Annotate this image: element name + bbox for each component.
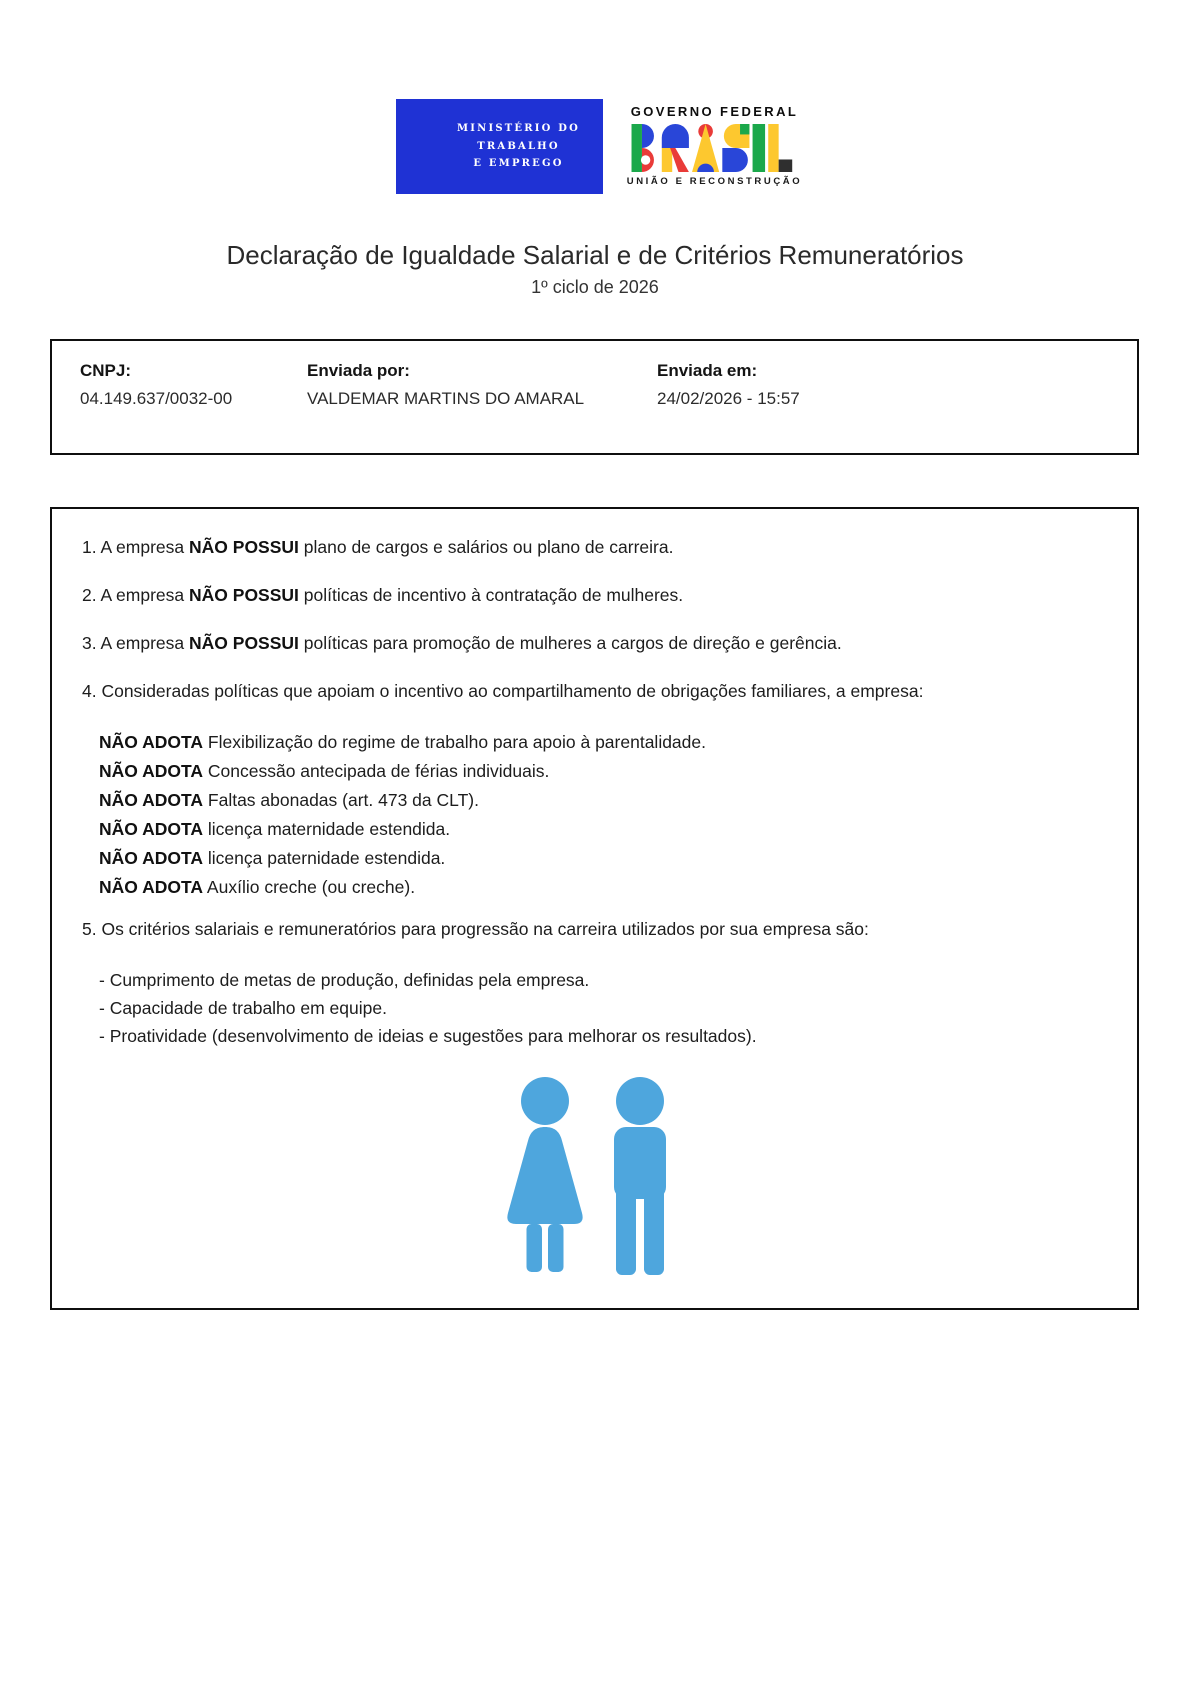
item-emphasis: NÃO POSSUI — [189, 633, 299, 653]
item-text: políticas de incentivo à contratação de mulheres. — [298, 585, 684, 605]
item-text: 1. A empresa — [82, 537, 190, 557]
policy-row — [99, 728, 1107, 757]
policy-text: licença maternidade estendida. — [203, 819, 451, 839]
family-policies-list — [99, 728, 1107, 902]
policy-row — [99, 757, 1107, 786]
sent-by-label: Enviada por: — [307, 361, 410, 380]
item-text: 5. Os critérios salariais e remuneratórios para progressão na carreira utilizados por sua empresa são: — [82, 919, 869, 939]
ministry-of-labor-logo — [396, 99, 603, 194]
salary-criteria-list — [99, 966, 1107, 1050]
declaration-item-4 — [82, 680, 1107, 702]
policy-status: NÃO ADOTA — [99, 877, 204, 897]
policy-status: NÃO ADOTA — [99, 732, 204, 752]
declaration-item-2 — [82, 584, 1107, 606]
policy-row — [99, 815, 1107, 844]
declaration-item-1 — [82, 536, 1107, 558]
cnpj-value: 04.149.637/0032-00 — [80, 389, 233, 408]
sent-at-field — [657, 361, 800, 409]
policy-status: NÃO ADOTA — [99, 761, 204, 781]
governo-federal-logo — [622, 104, 807, 187]
page-subtitle: 1º ciclo de 2026 — [531, 277, 659, 297]
letter-s — [722, 124, 749, 172]
item-text: 4. Consideradas políticas que apoiam o incentivo ao compartilhamento de obrigações familiares, a empresa: — [82, 681, 924, 701]
declaration-item-5 — [82, 918, 1107, 940]
brasil-wordmark-icon — [631, 124, 799, 172]
criterion-row: - Capacidade de trabalho em equipe. — [99, 998, 387, 1018]
ministry-logo-line: E EMPREGO — [473, 158, 564, 170]
letter-l — [768, 124, 792, 172]
item-emphasis: NÃO POSSUI — [189, 585, 299, 605]
sent-by-value: VALDEMAR MARTINS DO AMARAL — [307, 389, 585, 408]
sent-at-label: Enviada em: — [657, 361, 758, 380]
sent-by-field — [307, 361, 584, 409]
policy-status: NÃO ADOTA — [99, 790, 204, 810]
uniao-e-reconstrucao-label: UNIÃO E RECONSTRUÇÃO — [626, 176, 803, 187]
cnpj-label: CNPJ: — [80, 361, 132, 380]
man-figure — [614, 1077, 666, 1275]
ministry-logo-line: MINISTÉRIO DO — [456, 123, 580, 135]
policy-text: Auxílio creche (ou creche). — [203, 877, 416, 897]
sent-at-value: 24/02/2026 - 15:57 — [657, 389, 800, 408]
policy-row — [99, 873, 1107, 902]
policy-row — [99, 844, 1107, 873]
item-text: 2. A empresa — [82, 585, 190, 605]
policy-text: Concessão antecipada de férias individuais. — [203, 761, 550, 781]
letter-a — [692, 124, 719, 172]
item-text: plano de cargos e salários ou plano de carreira. — [298, 537, 674, 557]
declaration-item-3 — [82, 632, 1107, 654]
submission-info-box — [50, 339, 1139, 455]
two-people-icon — [495, 1075, 695, 1277]
item-text: políticas para promoção de mulheres a cargos de direção e gerência. — [298, 633, 842, 653]
policy-text: licença paternidade estendida. — [203, 848, 446, 868]
policy-text: Flexibilização do regime de trabalho para apoio à parentalidade. — [203, 732, 706, 752]
governo-federal-label: GOVERNO FEDERAL — [630, 104, 799, 119]
item-text: 3. A empresa — [82, 633, 190, 653]
criterion-row: - Proatividade (desenvolvimento de ideias e sugestões para melhorar os resultados). — [99, 1026, 757, 1046]
page-title: Declaração de Igualdade Salarial e de Critérios Remuneratórios — [226, 240, 964, 270]
letter-i — [752, 124, 765, 172]
letter-r — [661, 124, 688, 172]
woman-figure — [507, 1077, 582, 1272]
ministry-logo-line: TRABALHO — [477, 140, 560, 152]
letter-b — [631, 124, 653, 172]
criterion-row: - Cumprimento de metas de produção, definidas pela empresa. — [99, 970, 590, 990]
policy-status: NÃO ADOTA — [99, 819, 204, 839]
policy-row — [99, 786, 1107, 815]
policy-status: NÃO ADOTA — [99, 848, 204, 868]
policy-text: Faltas abonadas (art. 473 da CLT). — [203, 790, 479, 810]
cnpj-field — [80, 361, 232, 409]
item-emphasis: NÃO POSSUI — [189, 537, 299, 557]
